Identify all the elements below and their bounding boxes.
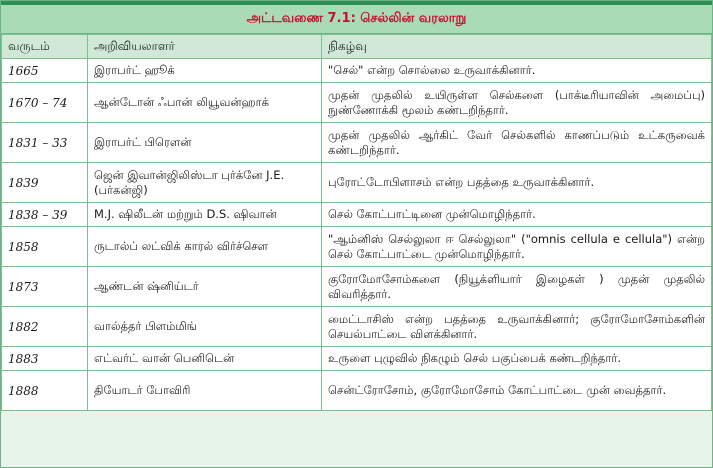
year-cell: 1839 xyxy=(2,163,88,203)
event-cell: உருளை புழுவில் நிகழும் செல் பகுப்பைக் கண்டறிந்தார். xyxy=(322,347,712,371)
table-row xyxy=(2,203,712,227)
header-row xyxy=(2,35,712,59)
year-cell: 1858 xyxy=(2,227,88,267)
year-cell: 1665 xyxy=(2,59,88,83)
scientist-cell: M.J. ஷிலீடன் மற்றும் D.S. ஷிவான் xyxy=(88,203,322,227)
table-row xyxy=(2,83,712,123)
scientist-cell: ருடால்ப் லட்விக் காரல் விர்ச்சௌ xyxy=(88,227,322,267)
event-cell: "ஆம்னிஸ் செல்லுலா ஈ செல்லுலா" ("omnis cellula e cellula") என்ற செல் கோட்பாட்டை முன்மொழிந்தார். xyxy=(322,227,712,267)
year-cell: 1873 xyxy=(2,267,88,307)
table-row xyxy=(2,227,712,267)
event-cell: மைட்டாசிஸ் என்ற பதத்தை உருவாக்கினார்; குரோமோசோம்களின் செயல்பாட்டை விளக்கினார். xyxy=(322,307,712,347)
table-row xyxy=(2,123,712,163)
scientist-cell: வால்த்தர் பிளம்மிங் xyxy=(88,307,322,347)
table-row xyxy=(2,347,712,371)
event-cell: "செல்" என்ற சொல்லை உருவாக்கினார். xyxy=(322,59,712,83)
table-row xyxy=(2,307,712,347)
year-cell: 1883 xyxy=(2,347,88,371)
cell-history-table xyxy=(1,34,712,411)
scientist-cell: ஜென் இவான்ஜிலிஸ்டா புர்க்னே J.E. (பர்கன்ஜி) xyxy=(88,163,322,203)
table-row xyxy=(2,163,712,203)
table-row xyxy=(2,59,712,83)
scientist-cell: தியோடர் போவிரி xyxy=(88,371,322,411)
scientist-cell: ஆன்டோன் ஃபான் லியூவன்ஹாக் xyxy=(88,83,322,123)
event-cell: சென்ட்ரோசோம், குரோமோசோம் கோட்பாட்டை முன் வைத்தார். xyxy=(322,371,712,411)
year-cell: 1831 – 33 xyxy=(2,123,88,163)
table-row xyxy=(2,267,712,307)
event-cell: முதன் முதலில் உயிருள்ள செல்களை (பாக்டீரியாவின் அமைப்பு) நுண்ணோக்கி மூலம் கண்டறிந்தார். xyxy=(322,83,712,123)
year-cell: 1888 xyxy=(2,371,88,411)
scientist-cell: ஆண்டன் ஷ்னிய்டர் xyxy=(88,267,322,307)
scientist-cell: இராபர்ட் ஹூக் xyxy=(88,59,322,83)
scientist-cell: இராபர்ட் பிரௌன் xyxy=(88,123,322,163)
year-cell: 1670 – 74 xyxy=(2,83,88,123)
year-cell: 1838 – 39 xyxy=(2,203,88,227)
table-title: அட்டவணை 7.1: செல்லின் வரலாறு xyxy=(1,5,712,34)
year-cell: 1882 xyxy=(2,307,88,347)
event-cell: குரோமோசோம்களை (நியூக்ளியார் இழைகள் ) முதன் முதலில் விவரித்தார். xyxy=(322,267,712,307)
event-cell: முதன் முதலில் ஆர்கிட் வேர் செல்களில் காணப்படும் உட்கருவைக் கண்டறிந்தார். xyxy=(322,123,712,163)
event-cell: செல் கோட்பாட்டினை முன்மொழிந்தார். xyxy=(322,203,712,227)
header-event: நிகழ்வு xyxy=(322,35,712,59)
header-year: வருடம் xyxy=(2,35,88,59)
table-row xyxy=(2,371,712,411)
scientist-cell: எட்வர்ட் வான் பெனிடென் xyxy=(88,347,322,371)
event-cell: புரோட்டோபிளாசம் என்ற பதத்தை உருவாக்கினார். xyxy=(322,163,712,203)
header-scientist: அறிவியலாளர் xyxy=(88,35,322,59)
